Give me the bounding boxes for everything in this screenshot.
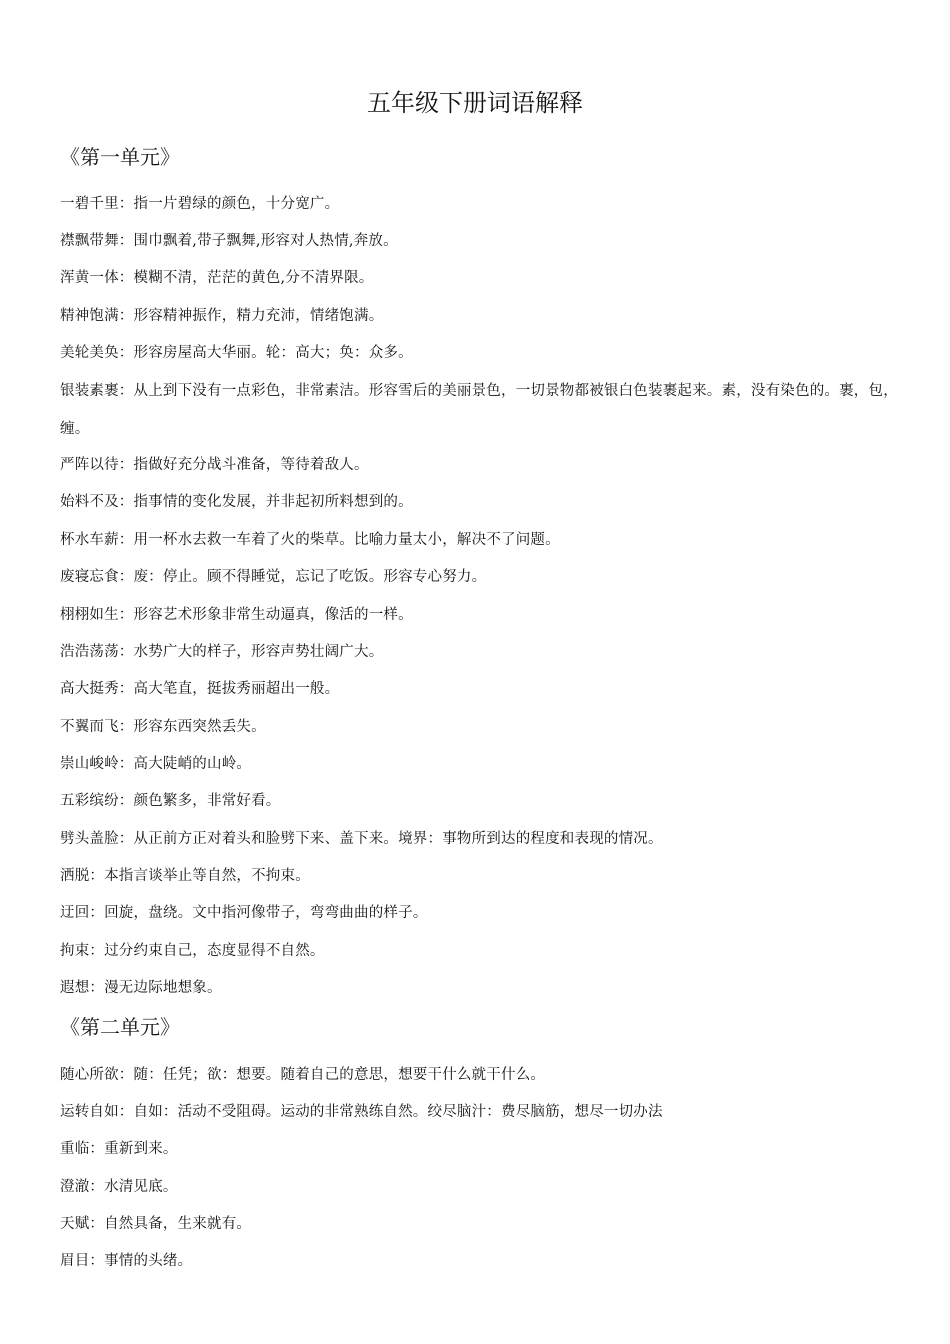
glossary-entry: 杯水车薪：用一杯水去救一车着了火的柴草。比喻力量太小，解决不了问题。 xyxy=(60,532,560,548)
glossary-entry: 始料不及：指事情的变化发展，并非起初所料想到的。 xyxy=(60,494,413,510)
glossary-entry: 迂回：回旋，盘绕。文中指河像带子，弯弯曲曲的样子。 xyxy=(60,905,428,921)
unit-2-heading: 《第二单元》 xyxy=(60,1015,180,1039)
glossary-entry: 五彩缤纷：颜色繁多，非常好看。 xyxy=(60,793,281,809)
glossary-entry: 眉目：事情的头绪。 xyxy=(60,1253,193,1269)
glossary-entry: 运转自如：自如：活动不受阻碍。运动的非常熟练自然。绞尽脑汁：费尽脑筋，想尽一切办法 xyxy=(60,1104,663,1120)
glossary-entry: 重临：重新到来。 xyxy=(60,1141,178,1157)
glossary-entry: 一碧千里：指一片碧绿的颜色，十分宽广。 xyxy=(60,196,340,212)
glossary-entry: 随心所欲：随：任凭；欲：想要。随着自己的意思，想要干什么就干什么。 xyxy=(60,1067,546,1083)
glossary-entry: 浑黄一体：模糊不清，茫茫的黄色,分不清界限。 xyxy=(60,270,374,286)
glossary-entry: 崇山峻岭：高大陡峭的山岭。 xyxy=(60,756,252,772)
glossary-entry: 拘束：过分约束自己，态度显得不自然。 xyxy=(60,943,325,959)
glossary-entry: 洒脱：本指言谈举止等自然，不拘束。 xyxy=(60,868,310,884)
glossary-entry: 澄澈：水清见底。 xyxy=(60,1179,178,1195)
glossary-entry: 精神饱满：形容精神振作，精力充沛，情绪饱满。 xyxy=(60,308,384,324)
glossary-entry: 美轮美奂：形容房屋高大华丽。轮：高大；奂：众多。 xyxy=(60,345,413,361)
glossary-entry: 遐想：漫无边际地想象。 xyxy=(60,980,222,996)
glossary-entry: 废寝忘食：废：停止。顾不得睡觉，忘记了吃饭。形容专心努力。 xyxy=(60,569,487,585)
glossary-entry: 银装素裹：从上到下没有一点彩色，非常素洁。形容雪后的美丽景色，一切景物都被银白色装裹起来。素，没有染色的。裹，包，缠。 xyxy=(60,383,898,437)
unit-1-heading: 《第一单元》 xyxy=(60,145,180,169)
glossary-entry: 不翼而飞：形容东西突然丢失。 xyxy=(60,719,266,735)
glossary-entry: 襟飘带舞：围巾飘着,带子飘舞,形容对人热情,奔放。 xyxy=(60,233,398,249)
glossary-entry: 栩栩如生：形容艺术形象非常生动逼真，像活的一样。 xyxy=(60,607,413,623)
glossary-entry: 劈头盖脸：从正前方正对着头和脸劈下来、盖下来。境界：事物所到达的程度和表现的情况。 xyxy=(60,831,663,847)
glossary-entry: 严阵以待：指做好充分战斗准备，等待着敌人。 xyxy=(60,457,369,473)
glossary-entry: 天赋：自然具备，生来就有。 xyxy=(60,1216,252,1232)
glossary-entry: 浩浩荡荡：水势广大的样子，形容声势壮阔广大。 xyxy=(60,644,384,660)
glossary-entry: 高大挺秀：高大笔直，挺拔秀丽超出一般。 xyxy=(60,681,340,697)
document-title: 五年级下册词语解释 xyxy=(367,89,583,117)
